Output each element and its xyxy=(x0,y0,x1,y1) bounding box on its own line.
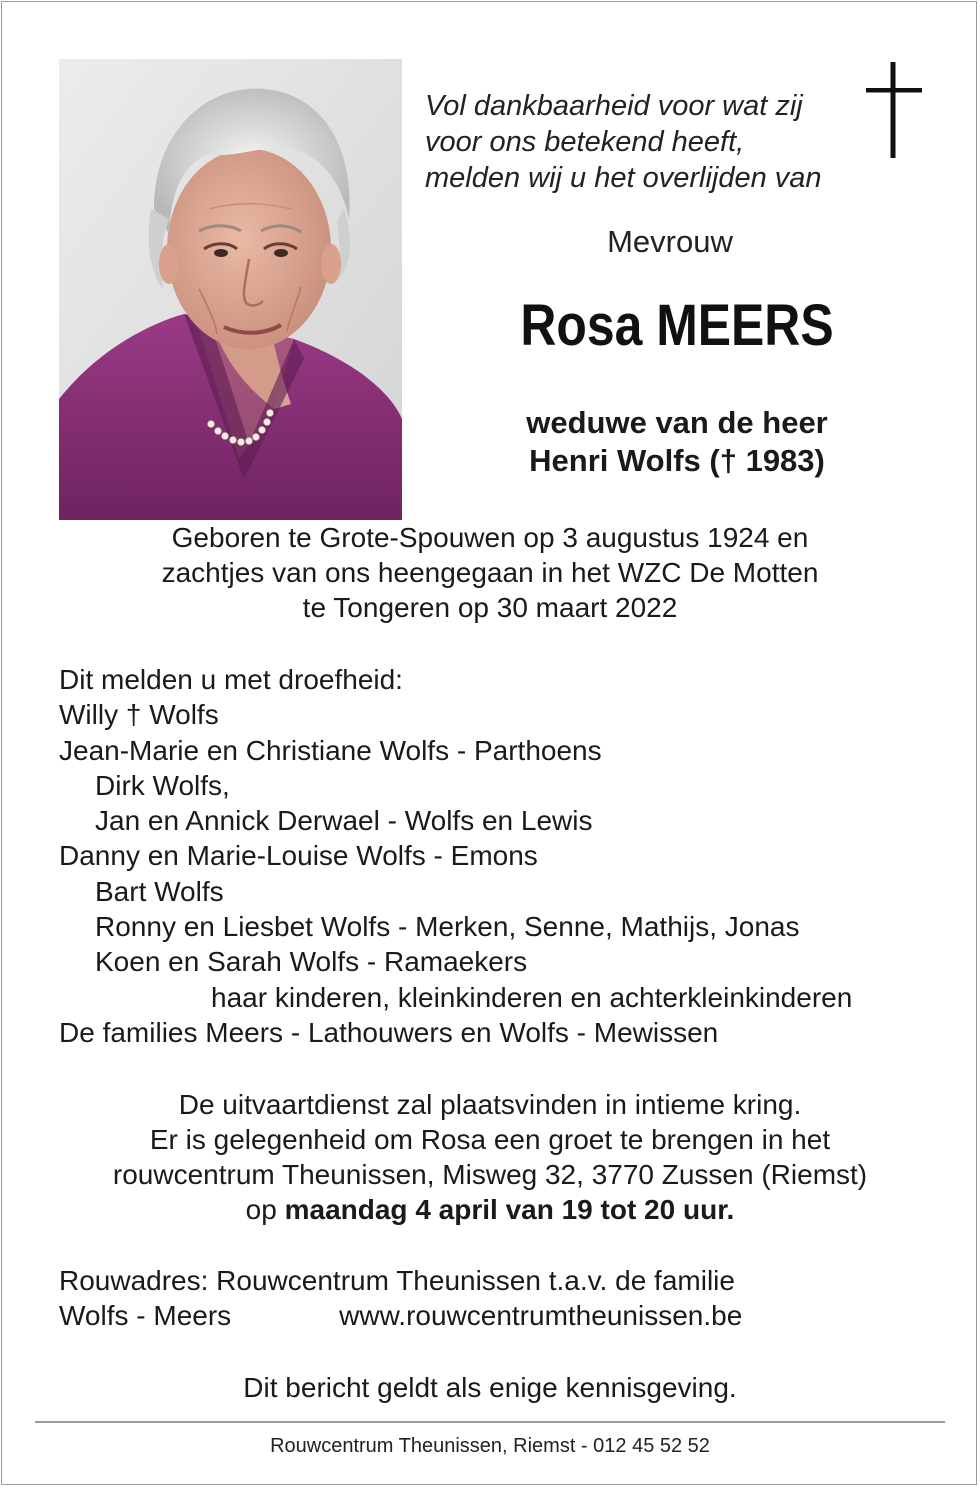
service-line: Er is gelegenheid om Rosa een groet te brengen in het xyxy=(149,1124,831,1155)
family-member: Ronny en Liesbet Wolfs - Merken, Senne, Mathijs, Jonas xyxy=(95,911,800,943)
address-family: Wolfs - Meers xyxy=(59,1300,232,1331)
cross-icon xyxy=(866,62,922,158)
visitation-time: maandag 4 april van 19 tot 20 uur. xyxy=(284,1194,735,1225)
footer-divider xyxy=(35,1421,945,1423)
intro-line: Vol dankbaarheid voor wat zij xyxy=(425,90,803,122)
birth-line: te Tongeren op 30 maart 2022 xyxy=(302,592,678,623)
widow-line: weduwe van de heer xyxy=(526,405,828,440)
address-line: Rouwadres: Rouwcentrum Theunissen t.a.v. de familie xyxy=(59,1265,735,1296)
intro-line: melden wij u het overlijden van xyxy=(425,162,822,194)
mourning-address xyxy=(59,1263,939,1333)
service-line: De uitvaartdienst zal plaatsvinden in intieme kring. xyxy=(178,1089,802,1120)
deceased-name: Rosa MEERS xyxy=(520,293,834,358)
birth-death-info xyxy=(40,520,940,625)
family-member: Bart Wolfs xyxy=(95,875,224,907)
service-info xyxy=(40,1087,940,1227)
family-member: Willy † Wolfs xyxy=(59,699,219,731)
website-link[interactable]: www.rouwcentrumtheunissen.be xyxy=(339,1300,743,1331)
family-member: Danny en Marie-Louise Wolfs - Emons xyxy=(59,840,538,872)
address-row xyxy=(59,1298,939,1333)
notice-text: Dit bericht geldt als enige kennisgeving. xyxy=(243,1372,737,1403)
family-list xyxy=(59,662,939,1050)
service-line xyxy=(40,1192,940,1227)
title-salutation: Mevrouw xyxy=(607,224,733,259)
intro-text xyxy=(425,88,855,196)
footer-contact: Rouwcentrum Theunissen, Riemst - 012 45 52 52 xyxy=(270,1435,710,1457)
family-member: Jan en Annick Derwael - Wolfs en Lewis xyxy=(95,805,593,837)
birth-line: zachtjes van ons heengegaan in het WZC De Motten xyxy=(161,557,819,588)
widow-line: Henri Wolfs († 1983) xyxy=(529,443,825,478)
service-line: rouwcentrum Theunissen, Misweg 32, 3770 Zussen (Riemst) xyxy=(112,1159,868,1190)
service-prefix: op xyxy=(245,1194,277,1225)
birth-line: Geboren te Grote-Spouwen op 3 augustus 1924 en xyxy=(171,522,809,553)
family-member: De families Meers - Lathouwers en Wolfs - Mewissen xyxy=(59,1016,719,1048)
family-member: Dirk Wolfs, xyxy=(95,769,230,801)
family-heading: Dit melden u met droefheid: xyxy=(59,664,403,695)
widow-info xyxy=(470,404,884,480)
intro-line: voor ons betekend heeft, xyxy=(425,126,745,158)
family-member: Jean-Marie en Christiane Wolfs - Parthoens xyxy=(59,734,602,766)
portrait-photo xyxy=(59,59,402,520)
family-summary: haar kinderen, kleinkinderen en achterkleinkinderen xyxy=(211,981,853,1013)
family-member: Koen en Sarah Wolfs - Ramaekers xyxy=(95,946,528,978)
